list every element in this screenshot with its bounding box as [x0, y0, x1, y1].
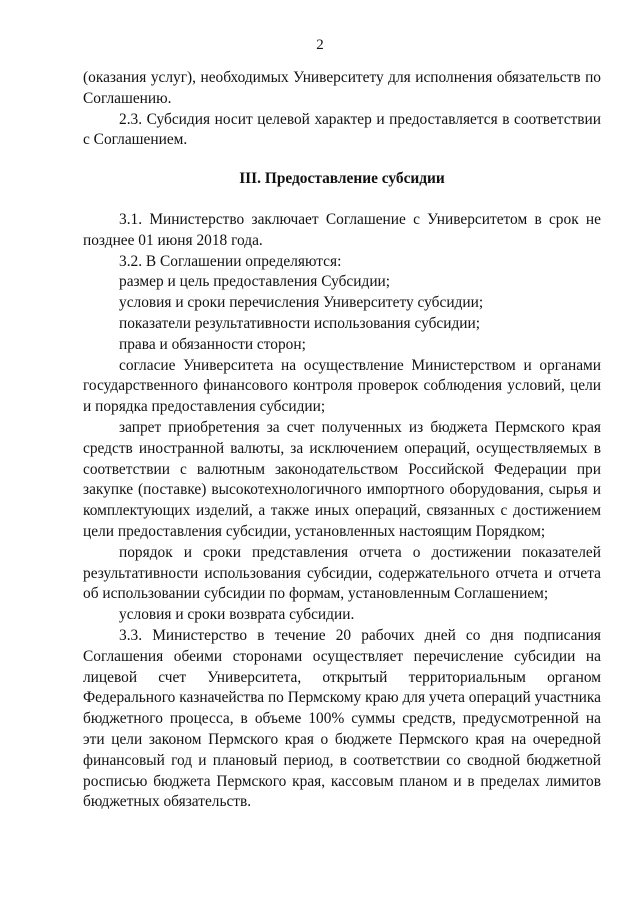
paragraph: 3.1. Министерство заключает Соглашение с Университетом в срок не позднее 01 июня 2018 года.	[83, 210, 601, 249]
list-item: запрет приобретения за счет полученных из бюджета Пермского края средств иностранной валюты, за исключением операций, осуществляемых в соответствии с валютным законодательством Российской Федерации при закупке (поставке) высокотехнологичного импортного оборудования, сырья и комплектующих изделий, а также иных операций, связанных с достижением цели предоставления субсидии, установленных настоящим Порядком;	[83, 418, 601, 540]
document-body	[83, 68, 601, 813]
list-item: права и обязанности сторон;	[119, 335, 306, 353]
list-item: порядок и сроки представления отчета о достижении показателей результативности использования субсидии, содержательного отчета и отчета об использовании субсидии по формам, установленным Соглашением;	[83, 543, 601, 603]
paragraph: 3.2. В Соглашении определяются:	[119, 252, 342, 270]
list-item: условия и сроки возврата субсидии.	[119, 606, 355, 624]
paragraph: (оказания услуг), необходимых Университету для исполнения обязательств по Соглашению.	[83, 69, 601, 107]
section-heading: III. Предоставление субсидии	[239, 170, 445, 188]
list-item: условия и сроки перечисления Университету субсидии;	[119, 294, 484, 312]
page-number: 2	[316, 37, 324, 53]
list-item: согласие Университета на осуществление Министерством и органами государственного финансового контроля проверок соблюдения условий, цели и порядка предоставления субсидии;	[83, 356, 601, 416]
list-item: размер и цель предоставления Субсидии;	[119, 273, 391, 291]
paragraph: 3.3. Министерство в течение 20 рабочих дней со дня подписания Соглашения обеими сторонами осуществляет перечисление субсидии на лицевой счет Университета, открытый территориальным органом Федерального казначейства по Пермскому краю для учета операций участника бюджетного процесса, в объеме 100% суммы средств, предусмотренной на эти цели законом Пермского края о бюджете Пермского края на очередной финансовый год и плановый период, в соответствии со сводной бюджетной росписью бюджета Пермского края, кассовым планом и в пределах лимитов бюджетных обязательств.	[83, 626, 601, 811]
paragraph: 2.3. Субсидия носит целевой характер и предоставляется в соответствии с Соглашением.	[83, 110, 601, 149]
list-item: показатели результативности использования субсидии;	[119, 314, 481, 332]
